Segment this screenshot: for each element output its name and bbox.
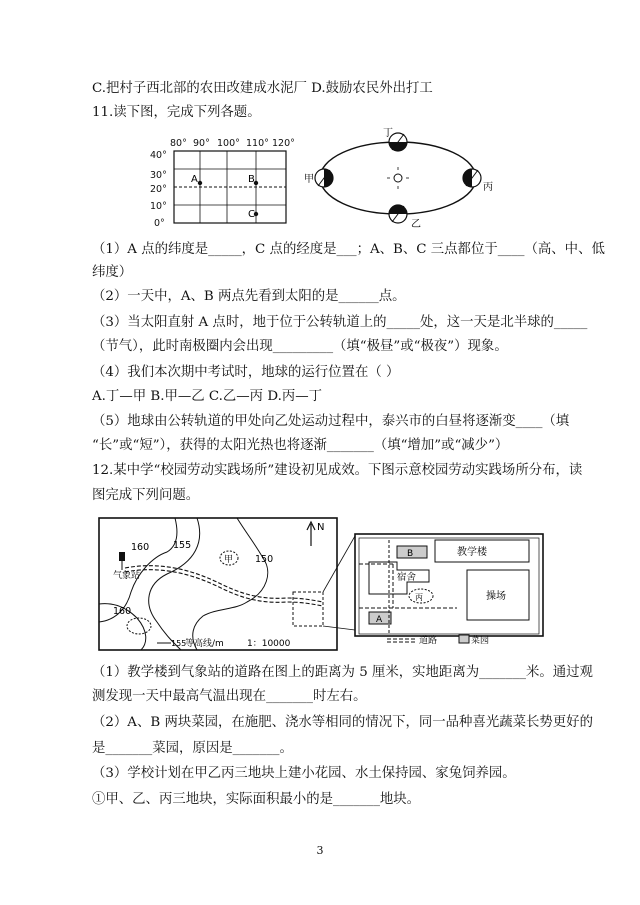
earth-icon	[463, 169, 481, 187]
point-label: B	[248, 174, 255, 185]
building-label: B	[407, 549, 414, 559]
contour-label: 150	[255, 554, 274, 565]
question-text: ①甲、乙、丙三地块，实际面积最小的是_______地块。	[92, 792, 421, 807]
orbit-position-label: 甲	[304, 174, 314, 185]
legend-garden-label: 菜园	[471, 636, 490, 646]
weather-station-icon	[119, 552, 125, 570]
question-12-title: 12.某中学“校园劳动实践场所”建设初见成效。下图示意校园劳动实践场所分布，读	[92, 463, 583, 478]
question-text: （4）我们本次期中考试时，地球的运行位置在（ ）	[92, 365, 400, 380]
question-text: “长”或“短”），获得的太阳光热也将逐渐_______（填“增加”或“减少”）	[92, 438, 509, 453]
weather-station-label: 气象站	[113, 571, 141, 581]
contour-label: 155	[173, 540, 192, 551]
legend-contour-label: 等高线/m	[185, 639, 224, 649]
question-text: （3）当太阳直射 A 点时，地于位于公转轨道上的_____处，这一天是北半球的_____	[92, 315, 588, 330]
orbit-position-label: 乙	[411, 219, 421, 230]
legend-road-label: 道路	[419, 636, 438, 646]
north-arrow-icon	[307, 522, 324, 546]
lon-label: 100°	[217, 138, 240, 149]
question-text: （2）一天中，A、B 两点先看到太阳的是______点。	[92, 289, 406, 304]
page-number: 3	[316, 844, 324, 857]
question-text: （1）A 点的纬度是_____，C 点的经度是___；A、B、C 三点都位于____（高、中、低	[92, 242, 605, 257]
building-label: 教学楼	[457, 547, 487, 558]
point-label: C	[248, 209, 255, 220]
question-text: （5）地球由公转轨道的甲处向乙处运动过程中，泰兴市的白昼将逐渐变____（填	[92, 414, 570, 429]
plot-label: 甲	[224, 555, 234, 565]
lon-label: 90°	[193, 138, 210, 149]
legend-contour-value: 155	[171, 639, 187, 648]
question-text: （节气），此时南极圈内会出现_________（填“极昼”或“极夜”）现象。	[92, 339, 508, 354]
earth-icon	[389, 205, 407, 223]
earth-icon	[315, 169, 333, 187]
question-text: 图完成下列问题。	[92, 488, 200, 503]
question-text: 是_______菜园，原因是_______。	[92, 741, 293, 756]
text-line: C.把村子西北部的农田改建成水泥厂 D.鼓励农民外出打工	[92, 81, 433, 96]
scale-label: 1：10000	[247, 639, 291, 649]
answer-options: A.丁—甲 B.甲—乙 C.乙—丙 D.丙—丁	[92, 389, 323, 404]
building-label: 宿舍	[397, 572, 417, 583]
contour-label: 160	[113, 606, 132, 617]
plot-label: 丙	[415, 593, 423, 602]
question-text: 纬度）	[92, 265, 133, 280]
lat-label: 30°	[150, 170, 167, 181]
lat-label: 40°	[150, 150, 167, 161]
campus-map-figure	[97, 512, 547, 657]
lat-label: 10°	[150, 201, 167, 212]
point-label: A	[191, 174, 198, 185]
building-label: 操场	[486, 591, 506, 602]
question-text: （3）学校计划在甲乙丙三地块上建小花园、水土保持园、家兔饲养园。	[92, 766, 516, 781]
question-11-title: 11.读下图，完成下列各题。	[92, 105, 261, 120]
question-text: （1）教学楼到气象站的道路在图上的距离为 5 厘米，实地距离为_______米。通过观	[92, 665, 593, 680]
question-text: 测发现一天中最高气温出现在_______时左右。	[92, 689, 367, 704]
svg-text:N: N	[317, 522, 325, 533]
lat-label: 20°	[150, 184, 167, 195]
lon-label: 80°	[170, 138, 187, 149]
orbit-position-label: 丙	[483, 182, 493, 193]
point-a	[198, 181, 202, 185]
question-text: （2）A、B 两块菜园，在施肥、浇水等相同的情况下，同一品种喜光蔬菜长势更好的	[92, 715, 593, 730]
lat-label: 0°	[154, 218, 165, 229]
orbit-position-label: 丁	[383, 128, 393, 139]
sun-icon	[387, 167, 409, 189]
lon-label: 110°	[246, 138, 269, 149]
contour-label: 160	[131, 542, 150, 553]
lon-label: 120°	[272, 138, 295, 149]
latlon-grid-figure	[148, 135, 308, 230]
building-label: A	[376, 615, 383, 625]
orbit-figure	[300, 123, 500, 233]
